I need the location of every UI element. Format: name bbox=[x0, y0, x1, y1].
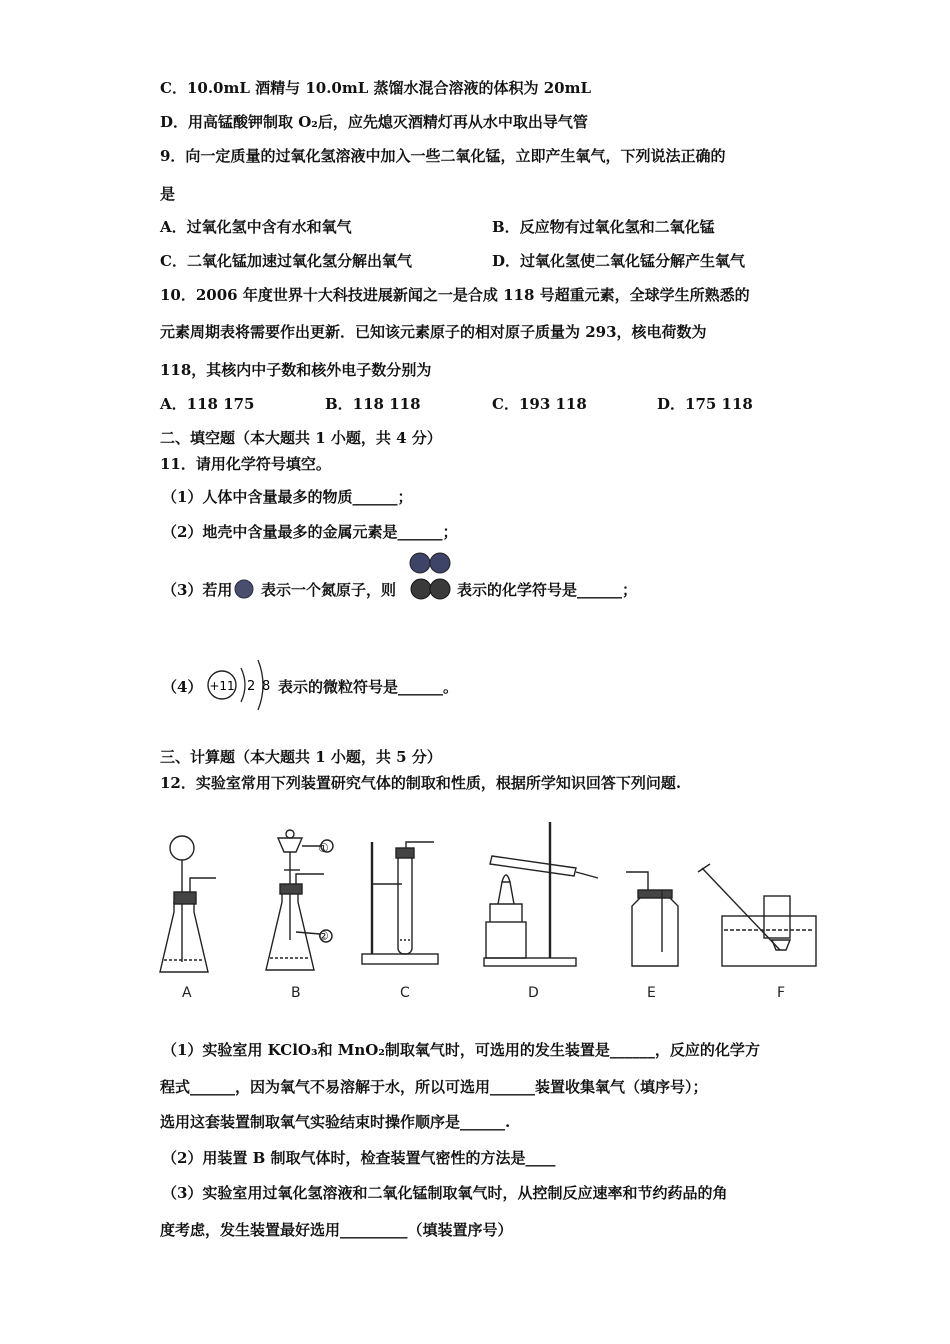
q9-stem-line2: 是 bbox=[160, 185, 176, 203]
label-c: C bbox=[400, 985, 410, 1001]
nucleus-charge: +11 bbox=[209, 679, 235, 693]
q10-option-b: B．118 118 bbox=[325, 395, 421, 413]
q10-option-a: A．118 175 bbox=[160, 395, 255, 413]
nitrogen-atom-icon bbox=[234, 578, 256, 602]
shell2-electrons: 8 bbox=[262, 679, 271, 694]
q10-stem-line1: 10．2006 年度世界十大科技进展新闻之一是合成 118 号超重元素，全球学生所熟悉的 bbox=[160, 286, 750, 304]
q8-option-c: C．10.0mL 酒精与 10.0mL 蒸馏水混合溶液的体积为 20mL bbox=[160, 79, 592, 97]
apparatus-e bbox=[626, 872, 678, 966]
q11-part3-text-b: 表示一个氮原子，则 bbox=[261, 581, 397, 599]
apparatus-c bbox=[362, 842, 438, 964]
q9-option-c: C．二氧化锰加速过氧化氢分解出氧气 bbox=[160, 252, 412, 270]
q12-part1-line1: （1）实验室用 KClO₃和 MnO₂制取氧气时，可选用的发生装置是______，反应的化学方 bbox=[162, 1041, 760, 1059]
apparatus-f bbox=[698, 864, 816, 966]
q11-part4-text-b: 表示的微粒符号是______。 bbox=[278, 678, 459, 696]
q9-option-d: D．过氧化氢使二氧化锰分解产生氧气 bbox=[492, 252, 746, 270]
q11-stem: 11．请用化学符号填空。 bbox=[160, 455, 331, 473]
label-e: E bbox=[647, 985, 656, 1001]
q11-part2: （2）地壳中含量最多的金属元素是______； bbox=[162, 523, 458, 541]
q8-option-d: D．用高锰酸钾制取 O₂后，应先熄灭酒精灯再从水中取出导气管 bbox=[160, 113, 588, 131]
apparatus-a bbox=[160, 836, 216, 972]
q12-part3-line2: 度考虑，发生装置最好选用_________（填装置序号） bbox=[160, 1221, 513, 1239]
q12-part3-line1: （3）实验室用过氧化氢溶液和二氧化锰制取氧气时，从控制反应速率和节约药品的角 bbox=[162, 1184, 728, 1202]
label-a: A bbox=[182, 985, 192, 1001]
q11-part3-text-a: （3）若用 bbox=[162, 581, 233, 599]
q10-option-c: C．193 118 bbox=[492, 395, 587, 413]
apparatus-figure bbox=[150, 812, 830, 1012]
section2-title: 二、填空题（本大题共 1 小题，共 4 分） bbox=[160, 429, 442, 447]
label-d: D bbox=[528, 985, 539, 1001]
q11-part1: （1）人体中含量最多的物质______； bbox=[162, 488, 413, 506]
q12-stem: 12．实验室常用下列装置研究气体的制取和性质，根据所学知识回答下列问题. bbox=[160, 774, 682, 792]
q10-stem-line3: 118，其核内中子数和核外电子数分别为 bbox=[160, 361, 432, 379]
marker-2: ② bbox=[318, 929, 329, 943]
marker-1: ① bbox=[318, 841, 329, 855]
q11-part3-text-c: 表示的化学符号是______； bbox=[457, 581, 638, 599]
shell1-electrons: 2 bbox=[247, 679, 256, 694]
q9-option-a: A．过氧化氢中含有水和氧气 bbox=[160, 218, 352, 236]
section3-title: 三、计算题（本大题共 1 小题，共 5 分） bbox=[160, 748, 442, 766]
label-f: F bbox=[777, 985, 786, 1001]
ion-structure-diagram bbox=[204, 656, 274, 714]
nitrogen-molecule-icons bbox=[408, 551, 454, 601]
q11-part4-text-a: （4） bbox=[162, 678, 203, 696]
q12-part1-line3: 选用这套装置制取氧气实验结束时操作顺序是______. bbox=[160, 1113, 511, 1131]
q9-option-b: B．反应物有过氧化氢和二氧化锰 bbox=[492, 218, 715, 236]
q12-part1-line2: 程式______，因为氧气不易溶解于水，所以可选用______装置收集氧气（填序号）； bbox=[160, 1078, 708, 1096]
q9-stem-line1: 9．向一定质量的过氧化氢溶液中加入一些二氧化锰，立即产生氧气，下列说法正确的 bbox=[160, 147, 726, 165]
q10-option-d: D．175 118 bbox=[657, 395, 753, 413]
q12-part2: （2）用装置 B 制取气体时，检查装置气密性的方法是____ bbox=[162, 1149, 556, 1167]
q10-stem-line2: 元素周期表将需要作出更新．已知该元素原子的相对原子质量为 293，核电荷数为 bbox=[160, 323, 707, 341]
label-b: B bbox=[291, 985, 301, 1001]
apparatus-d bbox=[484, 822, 598, 966]
